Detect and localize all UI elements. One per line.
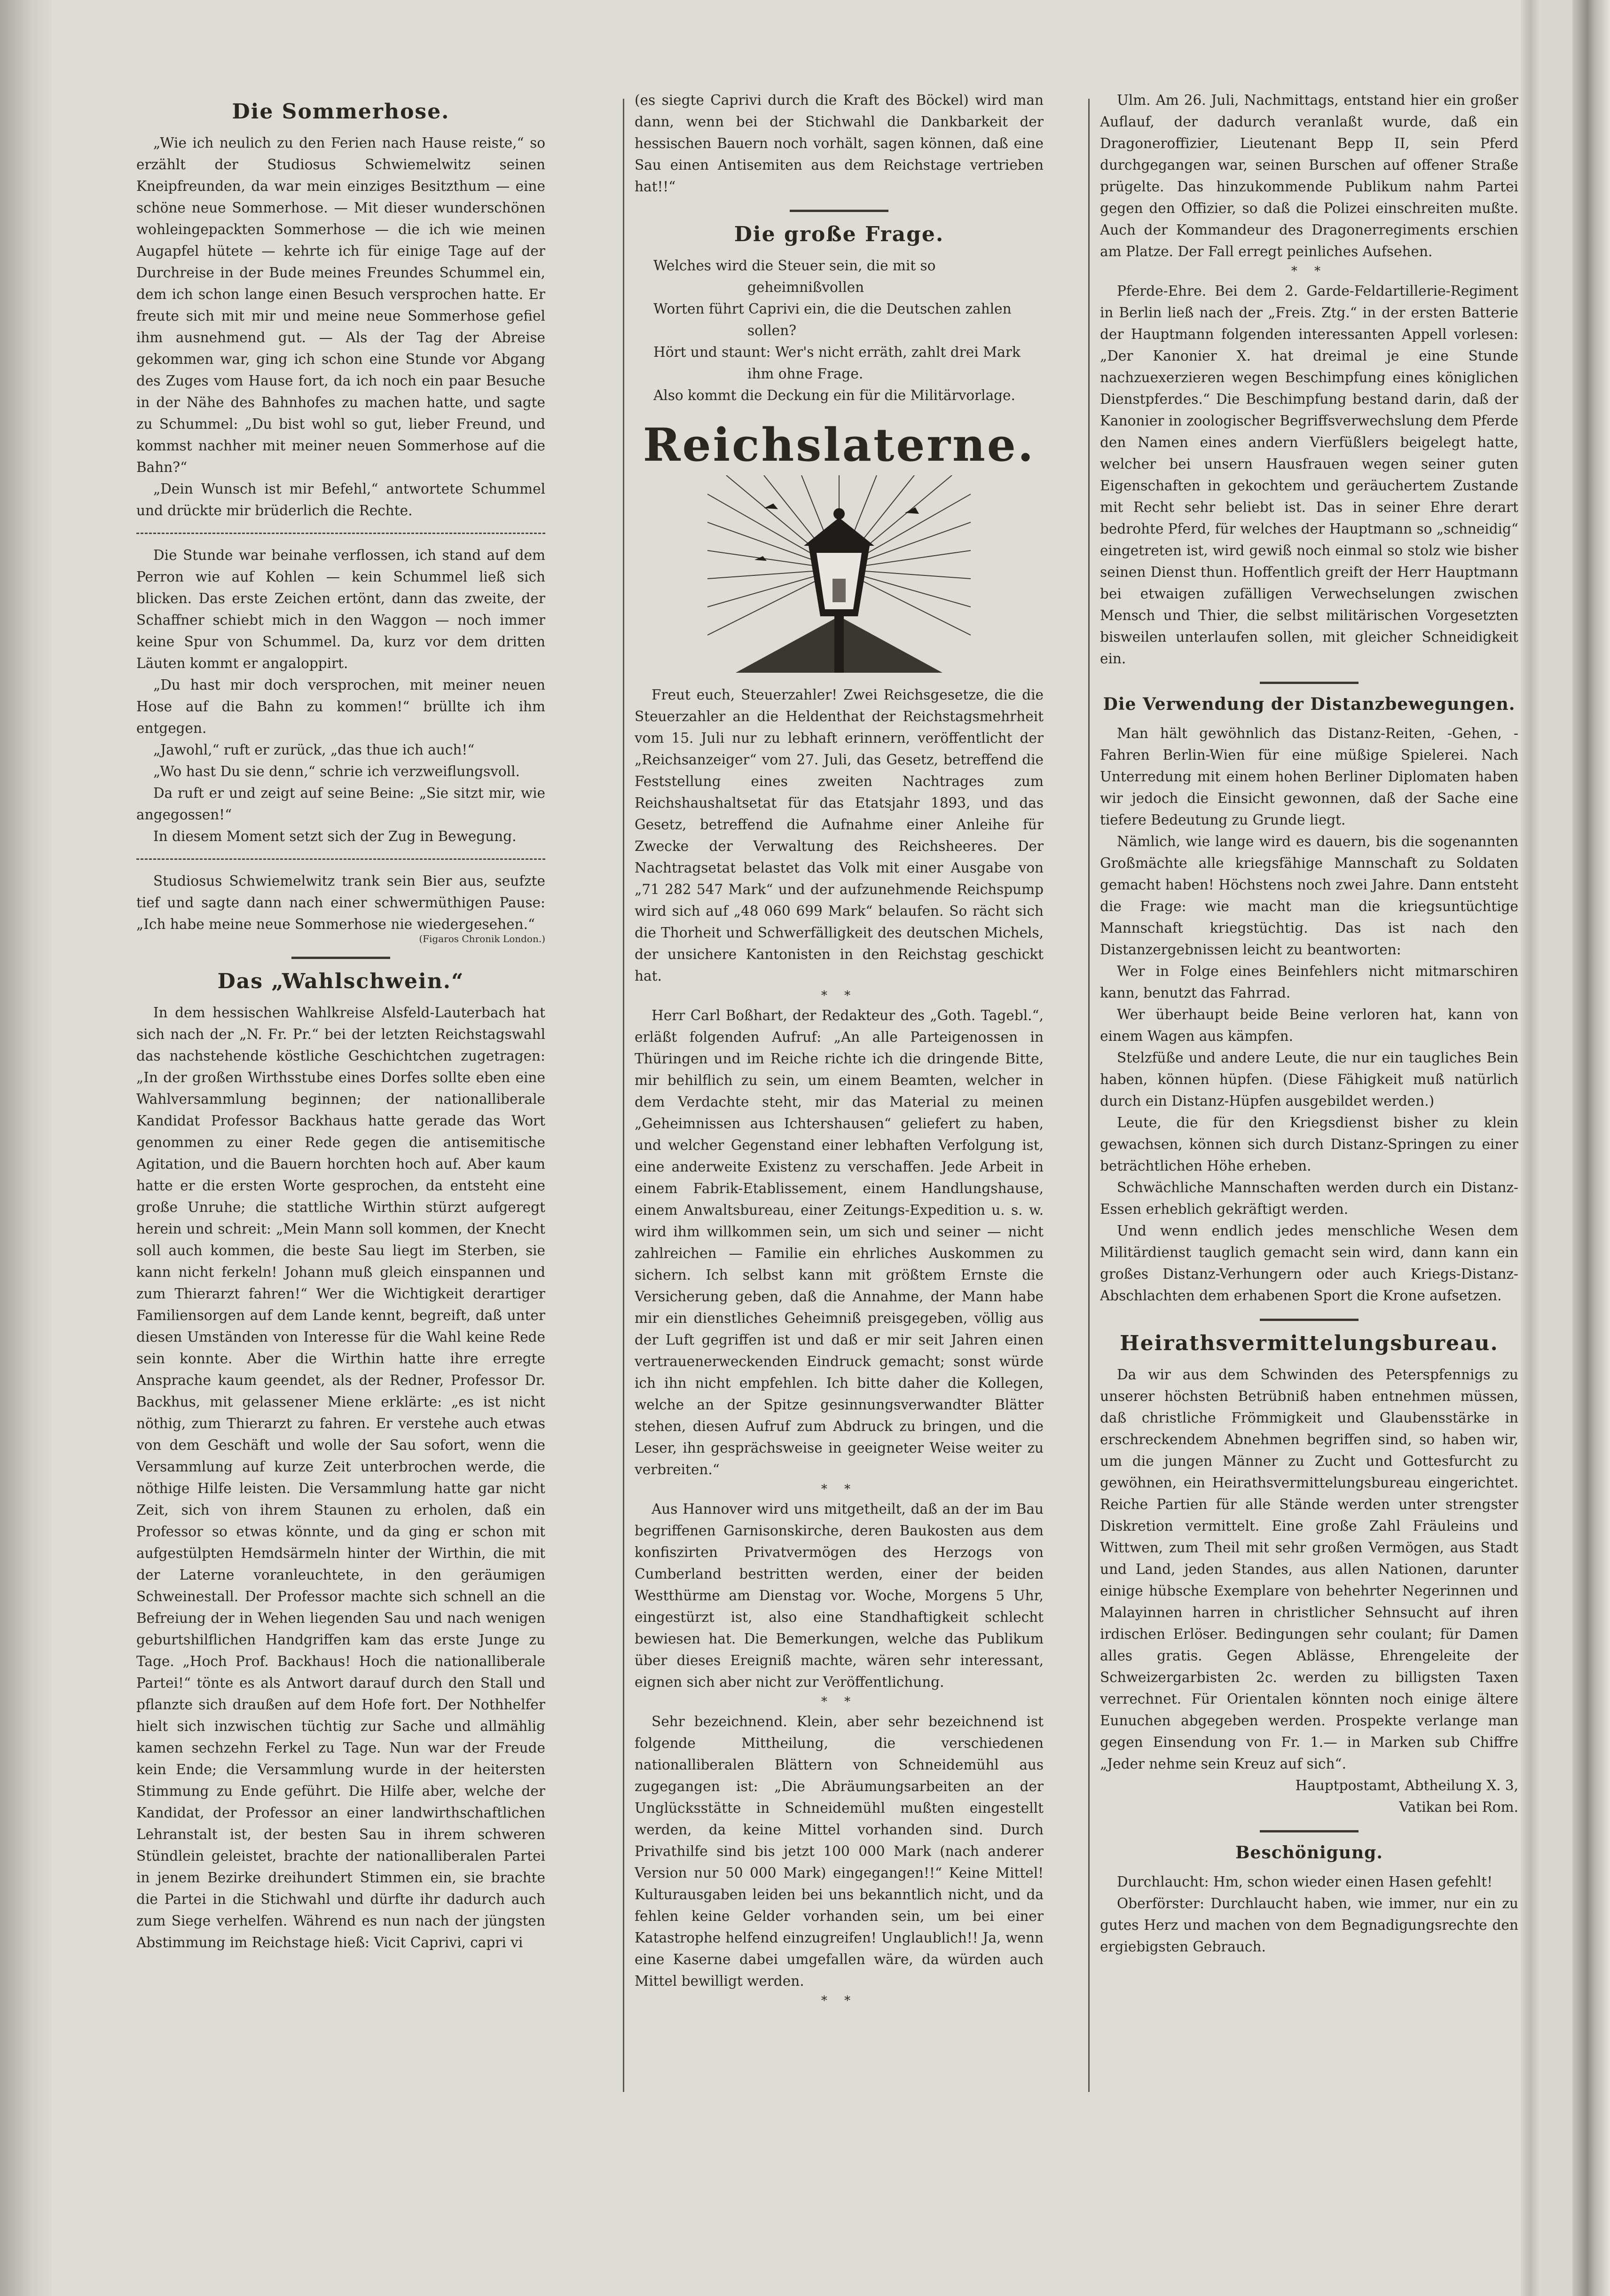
page-edge-outer [1572, 0, 1610, 2296]
paragraph: Stelzfüße und andere Leute, die nur ein taugliches Bein haben, können hüpfen. (Diese Fähigkeit muß natürlich durch ein Distanz-Hüpfen ausgebildet werden.) [1100, 1050, 1518, 1109]
separator-stars: * * [821, 1695, 857, 1709]
binding-shadow [0, 0, 52, 2296]
paragraph: In diesem Moment setzt sich der Zug in Bewegung. [153, 828, 517, 844]
column-left [136, 89, 545, 2111]
paragraph: Und wenn endlich jedes menschliche Wesen dem Militärdienst tauglich gemacht sein wird, dann kann ein großes Distanz-Verhungern oder auch Kriegs-Distanz-Abschlachten dem erhabenen Sport die Krone aufsetzen. [1100, 1223, 1518, 1304]
section-rule [1260, 1319, 1359, 1321]
article-title: Die große Frage. [734, 222, 944, 246]
separator-stars: * * [821, 1994, 857, 2008]
column-rule [1088, 99, 1090, 2092]
article-title: Heirathsvermittelungsbureau. [1120, 1331, 1499, 1355]
paragraph: Ulm. Am 26. Juli, Nachmittags, entstand hier ein großer Auflauf, der dadurch veranlaßt wurde, daß ein Dragoneroffizier, Lieutenant Bepp II, sein Pferd durchgegangen war, seinen Burschen auf offener Straße prügelte. Das hinzukommende Publikum nahm Partei gegen den Offizier, so daß die Polizei einschreiten mußte. Auch der Kommandeur des Dragonerregiments erschien am Platze. Der Fall erregt peinliches Aufsehen. [1100, 92, 1518, 259]
section-rule [790, 210, 888, 212]
verse-line: Also kommt die Deckung ein für die Militärvorlage. [653, 387, 1015, 403]
section-rule [291, 957, 390, 959]
masthead-reichslaterne: Reichslaterne. [643, 418, 1036, 472]
source-note: (Figaros Chronik London.) [419, 933, 545, 944]
address-line: Hauptpostamt, Abtheilung X. 3, [1295, 1777, 1518, 1793]
paragraph: Da wir aus dem Schwinden des Peterspfennigs zu unserer höchsten Betrübniß haben entnehmen müssen, daß christliche Frömmigkeit und Glaubensstärke in erschreckendem Abnehmen begriffen sind, so haben wir, um die jungen Männer zu Zucht und Gottesfurcht zu gewöhnen, ein Heirathsvermittelungsbureau eingerichtet. Reiche Partien für alle Stände werden unter strengster Diskretion vermittelt. Eine große Zahl Fräuleins und Wittwen, zum Theil mit sehr großen Vermögen, aus Stadt und Land, jeden Standes, aus allen Nationen, darunter einige hübsche Exemplare von behehrter Negerinnen und Malayinnen harren in christlicher Sehnsucht auf ihren irdischen Erlöser. Bedingungen sehr coulant; für Damen alles gratis. Gegen Ablässe, Ehrengeleite der Schweizergarbisten 2c. werden zu billigsten Taxen verrechnet. Für Orientalen könnten noch einige ältere Eunuchen abgegeben werden. Prospekte verlange man gegen Einsendung von Fr. 1.— in Marken sub Chiffre „Jeder nehme sein Kreuz auf sich“. [1100, 1367, 1518, 1772]
paragraph: Leute, die für den Kriegsdienst bisher zu klein gewachsen, können sich durch Distanz-Springen zu einer beträchtlichen Höhe erheben. [1100, 1115, 1518, 1174]
column-rule [623, 99, 624, 2092]
paragraph: „Jawohl,“ ruft er zurück, „das thue ich auch!“ [153, 742, 475, 758]
paragraph: Wer in Folge eines Beinfehlers nicht mitmarschiren kann, benutzt das Fahrrad. [1100, 963, 1518, 1001]
paragraph: Sehr bezeichnend. Klein, aber sehr bezeichnend ist folgende Mittheilung, die verschiedenen nationalliberalen Blättern von Schneidemühl aus zugegangen ist: „Die Abräumungsarbeiten an der Unglücksstätte in Schneidemühl mußten eingestellt werden, da keine Mittel vorhanden sind. Durch Privathilfe sind bis jetzt 100 000 Mark (nach anderer Version nur 50 000 Mark) eingegangen!!“ Keine Mittel! Kulturausgaben leiden bei uns bekanntlich nicht, und da fehlen keine Gelder vorhanden sein, um bei einer Katastrophe helfend einzugreifen! Unglaublich!! Ja, wenn eine Kaserne dabei umgefallen wäre, da würden auch Mittel bewilligt werden. [635, 1714, 1044, 1989]
paragraph: „Wie ich neulich zu den Ferien nach Hause reiste,“ so erzählt der Studiosus Schwiemelwitz seinen Kneipfreunden, da war mein einziges Besitzthum — eine schöne neue Sommerhose. — Mit dieser wunderschönen wohleingepackten Sommerhose — die ich wie meinen Augapfel hütete — kehrte ich für einige Tage auf der Durchreise in der Bude meines Freundes Schummel ein, dem ich schon lange einen Besuch versprochen hatte. Er freute sich mit mir und meine neue Sommerhose gefiel ihm ausnehmend gut. — Als der Tag der Abreise gekommen war, ging ich schon eine Stunde vor Abgang des Zuges vom Hause fort, da ich noch ein paar Besuche in der Nähe des Bahnhofes zu machen hatte, und sagte zu Schummel: „Du bist wohl so gut, lieber Freund, und kommst nachher mit meiner neuen Sommerhose auf die Bahn?“ [136, 135, 545, 475]
article-title: Die Verwendung der Distanzbewegungen. [1103, 694, 1516, 714]
paragraph: Pferde-Ehre. Bei dem 2. Garde-Feldartillerie-Regiment in Berlin ließ nach der „Freis. Ztg.“ in der ersten Batterie der Hauptmann folgenden interessanten Appell vorlesen: „Der Kanonier X. hat dreimal je eine Stunde nachzuexerzieren wegen Beschimpfung eines königlichen Dienstpferdes.“ Die Beschimpfung bestand darin, daß der Kanonier in zoologischer Begriffsverwechslung dem Pferde den Namen eines andern Vierfüßlers beigelegt hatte, welcher bei unsern Hausfrauen wegen seiner guten Eigenschaften in gekochtem und geräuchertem Zustande mit Recht sehr beliebt ist. Das in seiner Ehre derart bedrohte Pferd, für welches der Hauptmann so „schneidig“ eingetreten ist, wird gewiß noch einmal so stolz wie bisher seinen Dienst thun. Hoffentlich greift der Herr Hauptmann bei etwaigen zufälligen Verwechselungen zwischen Mensch und Thier, die selbst militärischen Vorgesetzten bisweilen unterlaufen sollen, mit gleicher Schneidigkeit ein. [1100, 283, 1518, 667]
page-edge [1521, 0, 1539, 2296]
section-rule [1260, 1830, 1359, 1832]
address-line: Vatikan bei Rom. [1399, 1799, 1518, 1815]
separator-stars: * * [1291, 264, 1327, 278]
separator-stars: * * [821, 989, 857, 1003]
paragraph: „Du hast mir doch versprochen, mit meiner neuen Hose auf die Bahn zu kommen!“ brüllte ich ihm entgegen. [136, 677, 545, 736]
paragraph: Herr Carl Boßhart, der Redakteur des „Goth. Tagebl.“, erläßt folgenden Aufruf: „An alle Parteigenossen in Thüringen und im Reiche richte ich die dringende Bitte, mir behilflich zu sein, um einem Beamten, welcher in dem Verdachte steht, mir das Material zu meinen „Geheimnissen aus Ichtershausen“ geliefert zu haben, und welcher Gegenstand einer lebhaften Verfolgung ist, eine anderweite Existenz zu verschaffen. Jede Arbeit in einem Fabrik-Etablissement, einem Handlungshause, einem Anwaltsbureau, einer Zeitungs-Expedition u. s. w. wird ihm willkommen sein, um sich und seiner — nicht zahlreichen — Familie ein ehrliches Auskommen zu sichern. Ich selbst kann mit größtem Ernste die Versicherung geben, daß die Annahme, der Mann habe mir ein dienstliches Geheimniß preisgegeben, völlig aus der Luft gegriffen ist und daß er mir seit Jahren einen vertrauenerweckenden Eindruck gemacht; sonst würde ich ihn nicht empfehlen. Ich bitte daher die Kollegen, welche an der Spitze gesinnungsverwandter Blätter stehen, diesen Aufruf zum Abdruck zu bringen, und die Leser, ihn gesprächsweise in geeigneter Weise weiter zu verbreiten.“ [635, 1007, 1044, 1478]
paragraph: „Dein Wunsch ist mir Befehl,“ antwortete Schummel und drückte mir brüderlich die Rechte. [136, 481, 545, 519]
paragraph: Schwächliche Mannschaften werden durch ein Distanz-Essen erheblich gekräftigt werden. [1100, 1179, 1518, 1217]
paragraph: Freut euch, Steuerzahler! Zwei Reichsgesetze, die die Steuerzahler an die Heldenthat der Reichstagsmehrheit vom 15. Juli nur zu lebhaft erinnern, veröffentlicht der „Reichsanzeiger“ vom 27. Juli, das Gesetz, betreffend die Feststellung eines zweiten Nachtrages zum Reichshaushaltsetat für das Etatsjahr 1893, und das Gesetz, betreffend die Aufnahme einer Anleihe für Zwecke der Verwaltung des Reichsheeres. Der Nachtragsetat belastet das Volk mit einer Ausgabe von „71 282 547 Mark“ und der aufzunehmende Reichspump wird sich auf „48 060 699 Mark“ belaufen. So rächt sich die Thorheit und Schwerfälligkeit des deutschen Michels, der unsichere Kantonisten in den Reichstag geschickt hat. [635, 687, 1044, 984]
lantern-illustration [635, 475, 1044, 673]
paragraph: Nämlich, wie lange wird es dauern, bis die sogenannten Großmächte alle kriegsfähige Mannschaft zu Soldaten gemacht haben! Höchstens noch zwei Jahre. Dann entsteht die Frage: wie macht man die kriegsuntüchtige Mannschaft kriegstüchtig. Das ist nach den Distanzergebnissen leicht zu beantworten: [1100, 833, 1518, 958]
paragraph: (es siegte Caprivi durch die Kraft des Böckel) wird man dann, wenn bei der Stichwahl die Dankbarkeit der hessischen Bauern noch vorhält, sagen können, daß eine Sau einen Antisemiten aus dem Reichstage vertrieben hat!!“ [635, 92, 1044, 195]
paragraph: Aus Hannover wird uns mitgetheilt, daß an der im Bau begriffenen Garnisonskirche, deren Baukosten aus dem konfiszirten Privatvermögen des Herzogs von Cumberland bestritten werden, einer der beiden Westthürme am Dienstag vor. Woche, Morgens 5 Uhr, eingestürzt ist, also eine Standhaftigkeit schlecht bewiesen hat. Die Bemerkungen, welche das Publikum über dieses Ereigniß machte, wären sehr interessant, eignen sich aber nicht zur Veröffentlichung. [635, 1501, 1044, 1690]
column-middle [635, 89, 1044, 2111]
dashed-divider [136, 533, 545, 534]
paragraph: Man hält gewöhnlich das Distanz-Reiten, -Gehen, -Fahren Berlin-Wien für eine müßige Spielerei. Nach Unterredung mit einem hohen Berliner Diplomaten haben wir jedoch die Einsicht gewonnen, daß der Sache eine tiefere Bedeutung zu Grunde liegt. [1100, 725, 1518, 828]
paragraph: Die Stunde war beinahe verflossen, ich stand auf dem Perron wie auf Kohlen — kein Schummel ließ sich blicken. Das erste Zeichen ertönt, dann das zweite, der Schaffner schiebt mich in den Waggon — noch immer keine Spur von Schummel. Da, kurz vor dem dritten Läuten kommt er angaloppirt. [136, 547, 545, 671]
paragraph: Studiosus Schwiemelwitz trank sein Bier aus, seufzte tief und sagte dann nach einer schwermüthigen Pause: „Ich habe meine neue Sommerhose nie wiedergesehen.“ [136, 873, 545, 932]
verse-line: Worten führt Caprivi ein, die die Deutschen zahlen sollen? [653, 301, 1012, 338]
paragraph: Da ruft er und zeigt auf seine Beine: „Sie sitzt mir, wie angegossen!“ [136, 785, 545, 823]
verse-line: Hört und staunt: Wer's nicht erräth, zahlt drei Mark ihm ohne Frage. [653, 344, 1021, 382]
paragraph: Oberförster: Durchlaucht haben, wie immer, nur ein zu gutes Herz und machen von dem Begnadigungsrechte den ergiebigsten Gebrauch. [1100, 1895, 1518, 1955]
paragraph: „Wo hast Du sie denn,“ schrie ich verzweiflungsvoll. [153, 763, 520, 779]
article-title: Die Sommerhose. [232, 100, 450, 124]
paragraph: Wer überhaupt beide Beine verloren hat, kann von einem Wagen aus kämpfen. [1100, 1006, 1518, 1044]
paragraph: In dem hessischen Wahlkreise Alsfeld-Lauterbach hat sich nach der „N. Fr. Pr.“ bei der letzten Reichstagswahl das nachstehende köstliche Geschichtchen zugetragen: „In der großen Wirthsstube eines Dorfes sollte eben eine Wahlversammlung beginnen; der nationalliberale Kandidat Professor Backhaus hatte gerade das Wort genommen zu einer Rede gegen die antisemitische Agitation, und die Bauern horchten hoch auf. Aber kaum hatte er die ersten Worte gesprochen, da entsteht eine große Unruhe; die stattliche Wirthin stürzt aufgeregt herein und schreit: „Mein Mann soll kommen, der Knecht soll auch kommen, die beste Sau liegt im Sterben, sie kann nicht ferkeln! Johann muß gleich einspannen und zum Thierarzt fahren!“ Wer die Wichtigkeit derartiger Familiensorgen auf dem Lande kennt, begreift, daß unter diesen Umständen von Interesse für die Wahl keine Rede sein konnte. Aber die Wirthin hatte ihre erregte Ansprache kaum geendet, als der Redner, Professor Dr. Backhus, mit gelassener Miene erklärte: „es ist nicht nöthig, zum Thierarzt zu fahren. Er verstehe auch etwas von dem Geschäft und wolle der Sau sofort, wenn die Versammlung auf kurze Zeit unterbrochen werde, die nöthige Hilfe leisten. Die Versammlung hatte gar nicht Zeit, sich von ihrem Staunen zu erholen, daß ein Professor so etwas könnte, und da ging er schon mit aufgestülpten Hemdsärmeln hinter der Wirthin, die mit der Laterne voranleuchtete, in den geräumigen Schweinestall. Der Professor machte sich schnell an die Befreiung der in Wehen liegenden Sau und nach wenigen geburtshilflichen Handgriffen kam das erste Junge zu Tage. „Hoch Prof. Backhaus! Hoch die nationalliberale Partei!“ tönte es als Antwort darauf durch den Stall und pflanzte sich draußen auf dem Hofe fort. Der Nothhelfer hielt sich inzwischen tüchtig zur Sache und allmählig kamen sechzehn Ferkel zu Tage. Nun war der Freude kein Ende; die Versammlung wurde in der heitersten Stimmung zu Ende geführt. Die Hilfe aber, welche der Kandidat, der Professor an einer landwirthschaftlichen Lehranstalt ist, der besten Sau in ihrem schweren Stündlein geleistet, brachte der nationalliberalen Partei in jenem Bezirke dreihundert Stimmen ein, sie brachte die Partei in die Stichwahl und dürfte ihr dadurch auch zum Siege verhelfen. Während es nun nach der jüngsten Abstimmung im Reichstage hieß: Vicit Caprivi, capri vi [136, 1005, 545, 1950]
article-title: Das „Wahlschwein.“ [217, 969, 464, 993]
article-title: Beschönigung. [1235, 1843, 1383, 1863]
verse-line: Welches wird die Steuer sein, die mit so geheimnißvollen [653, 258, 936, 295]
paragraph: Durchlaucht: Hm, schon wieder einen Hasen gefehlt! [1117, 1874, 1493, 1890]
lantern-icon [707, 475, 971, 673]
separator-stars: * * [821, 1482, 857, 1496]
column-right [1100, 89, 1518, 2111]
dashed-divider [136, 858, 545, 860]
section-rule [1260, 682, 1359, 684]
